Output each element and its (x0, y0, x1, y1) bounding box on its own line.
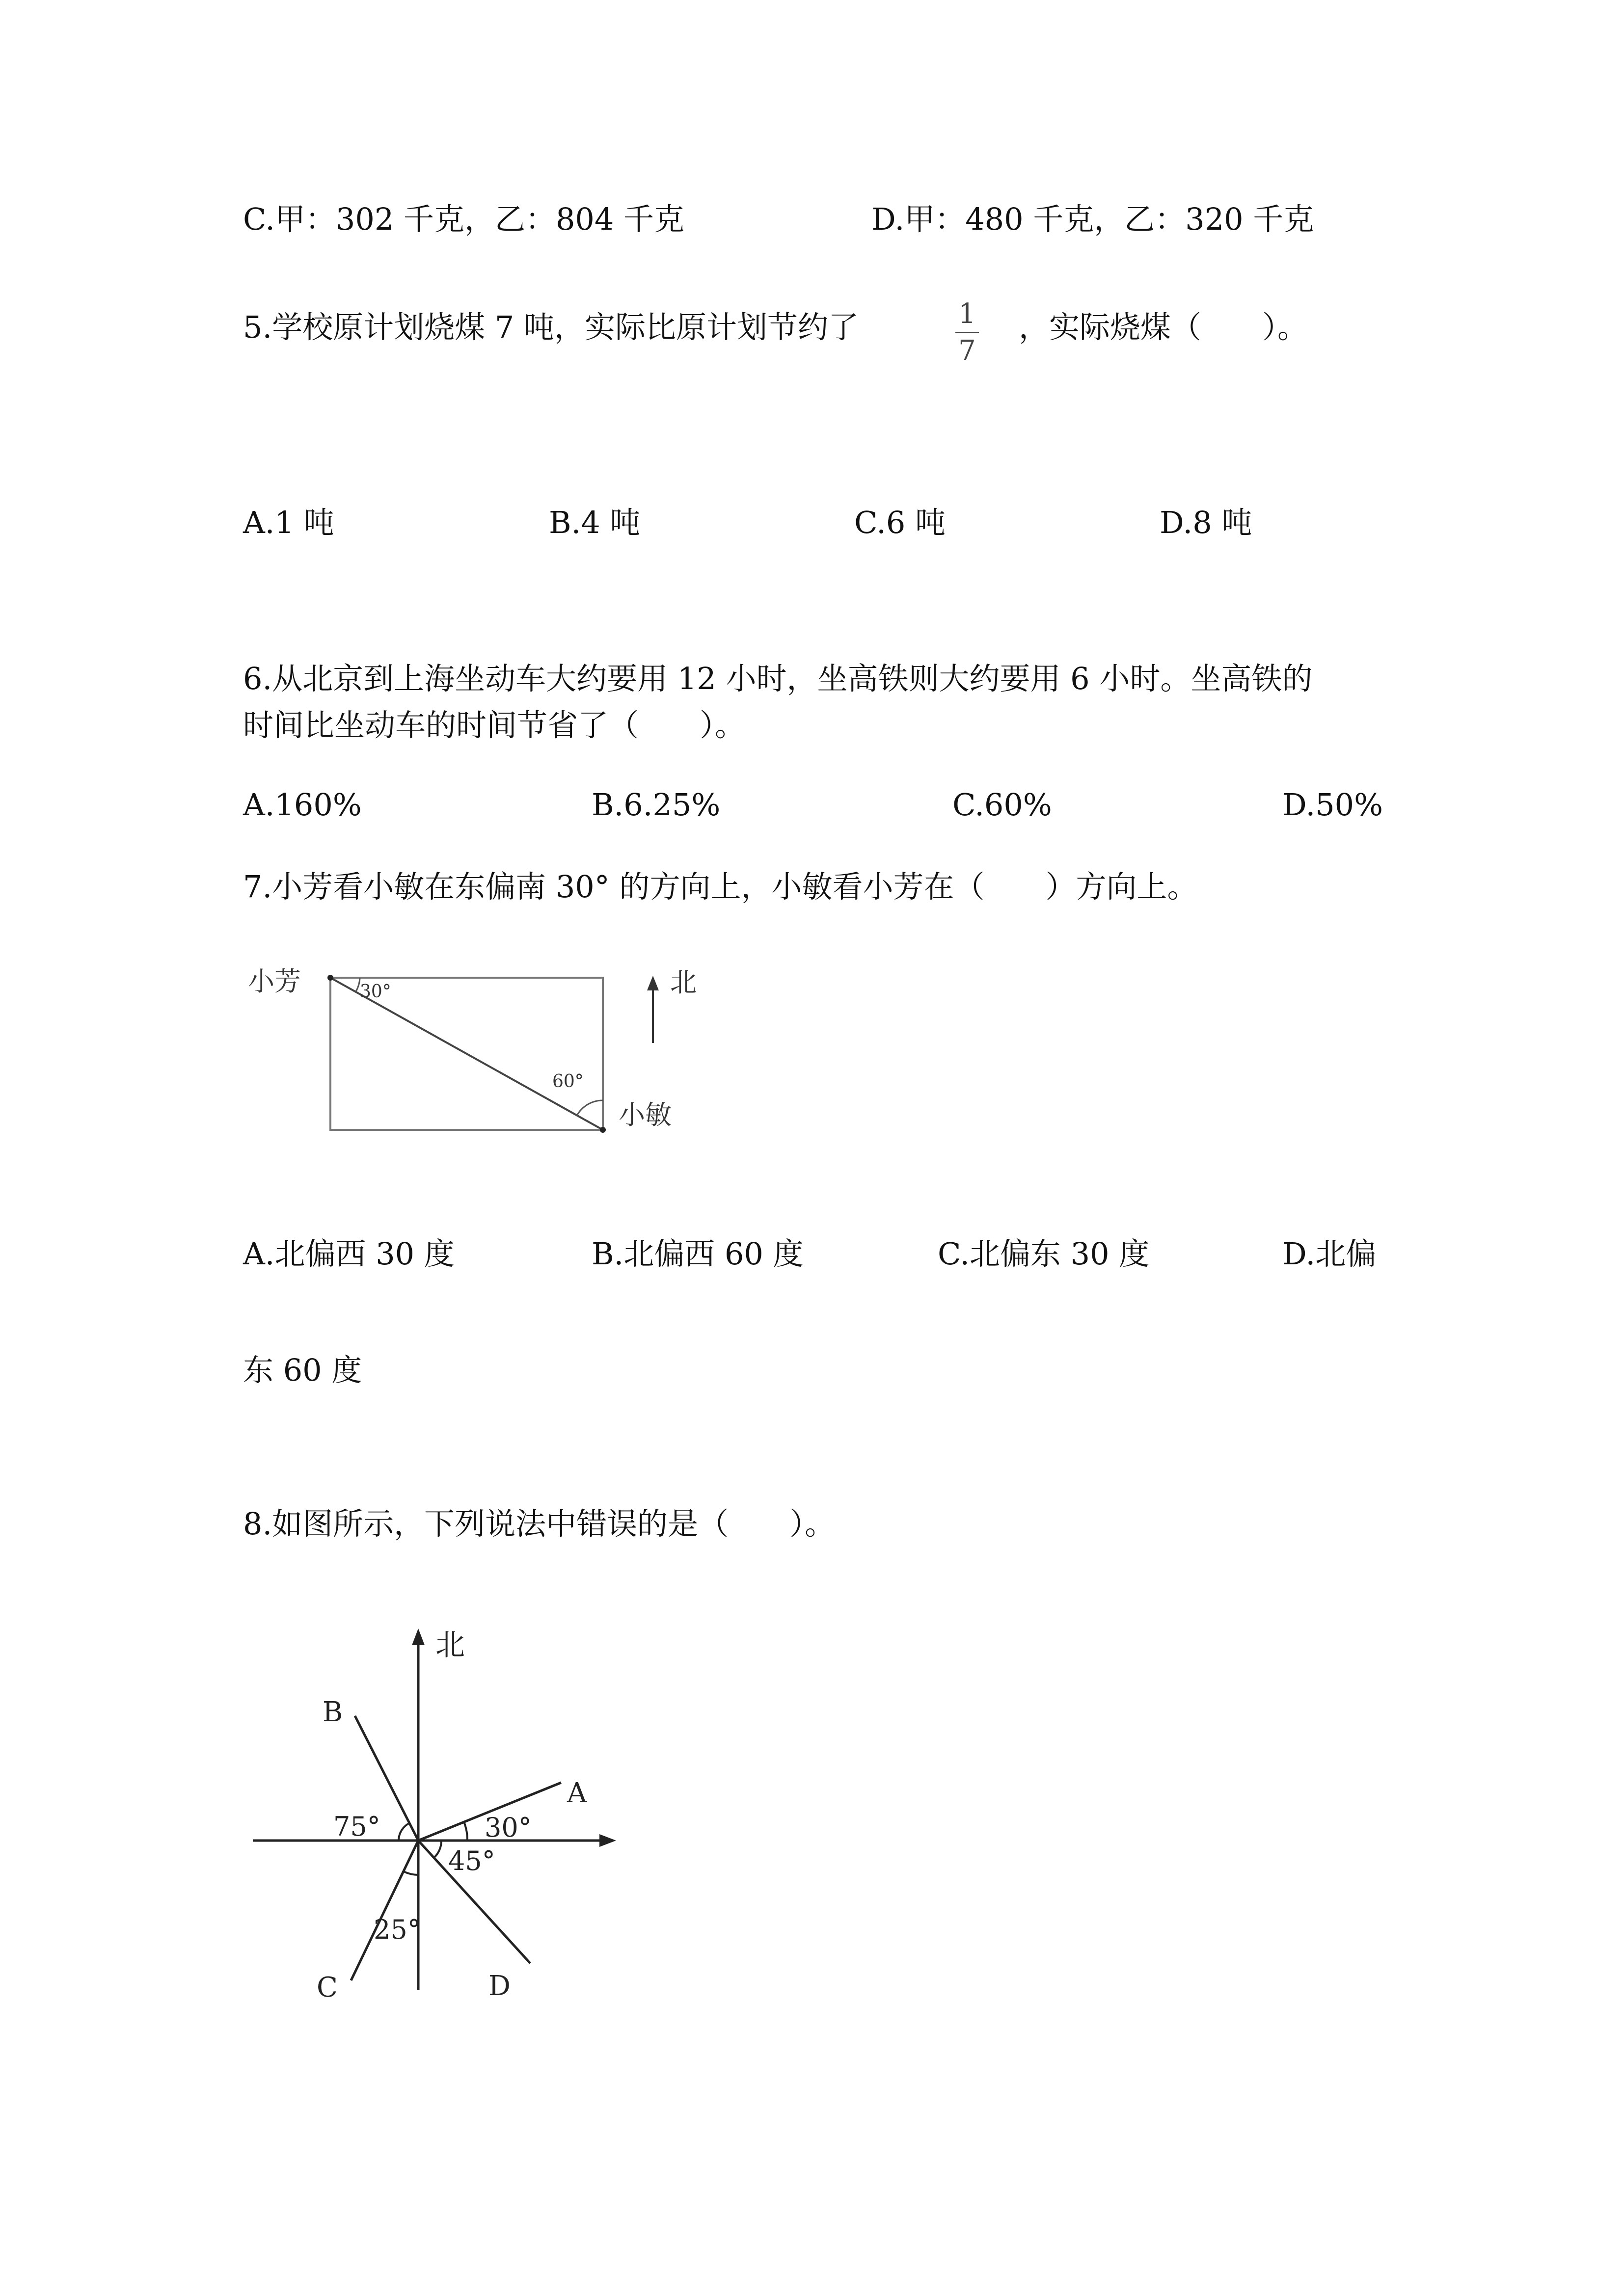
q8-angle-a-label: 30° (485, 1812, 532, 1843)
q6-stem-line2: 时间比坐动车的时间节省了（ ）。 (243, 707, 746, 743)
q8-angle-figure (243, 1620, 636, 2002)
q4-option-c: C.甲：302 千克，乙：804 千克 (243, 201, 685, 237)
q5-fraction-bar (955, 332, 979, 333)
q4-option-d: D.甲：480 千克，乙：320 千克 (871, 201, 1314, 237)
q6-option-c: C.60% (952, 787, 1052, 823)
q5-fraction-denominator: 7 (958, 335, 976, 367)
q6-option-d: D.50% (1282, 787, 1383, 823)
q7-point-xiaomin (600, 1127, 606, 1133)
q7-angle-arc-bottom (577, 1100, 603, 1116)
q8-north-arrow-icon (412, 1629, 425, 1645)
q7-angle-arc-top (356, 978, 360, 991)
q6-option-b: B.6.25% (592, 787, 721, 823)
q6-option-a: A.160% (243, 787, 362, 823)
q7-label-xiaofang: 小芳 (248, 966, 301, 997)
q5-option-d: D.8 吨 (1160, 505, 1252, 540)
q6-stem-line1: 6.从北京到上海坐动车大约要用 12 小时，坐高铁则大约要用 6 小时。坐高铁的 (243, 661, 1313, 696)
q8-angle-d-label: 45° (448, 1845, 495, 1876)
q7-angle-bottom-label: 60° (552, 1071, 584, 1092)
q7-angle-top-label: 30° (360, 982, 391, 1002)
q8-angle-b-label: 75° (333, 1811, 380, 1842)
q8-label-a: A (567, 1777, 587, 1809)
q8-angle-c-label: 25° (374, 1914, 421, 1945)
q7-stem: 7.小芳看小敏在东偏南 30° 的方向上，小敏看小芳在（ ）方向上。 (243, 869, 1198, 905)
q8-east-arrow-icon (599, 1834, 616, 1847)
q5-option-c: C.6 吨 (854, 505, 946, 540)
q7-point-xiaofang (327, 975, 333, 981)
q8-label-b: B (323, 1696, 343, 1728)
q8-label-north: 北 (435, 1628, 465, 1662)
q7-north-arrow-icon (647, 976, 659, 990)
q7-option-d-continuation: 东 60 度 (243, 1352, 362, 1388)
q7-direction-figure (243, 962, 724, 1158)
q7-label-xiaomin: 小敏 (619, 1099, 672, 1130)
q5-option-b: B.4 吨 (549, 505, 641, 540)
q8-angle-arc-d (434, 1841, 441, 1858)
q5-stem-part1: 5.学校原计划烧煤 7 吨，实际比原计划节约了 (243, 309, 859, 345)
q7-label-north: 北 (670, 967, 697, 998)
q8-angle-arc-a (464, 1822, 467, 1841)
q8-label-c: C (317, 1972, 338, 2002)
q7-option-b: B.北偏西 60 度 (592, 1236, 804, 1272)
q8-label-d: D (488, 1970, 511, 2002)
q8-ray-c (351, 1841, 418, 1980)
q5-fraction (952, 298, 982, 367)
q8-angle-arc-c (404, 1871, 418, 1875)
q7-option-d: D.北偏 (1282, 1236, 1377, 1272)
q5-option-a: A.1 吨 (243, 505, 334, 540)
q8-angle-arc-b (399, 1823, 410, 1841)
q8-stem: 8.如图所示，下列说法中错误的是（ ）。 (243, 1506, 836, 1542)
q5-stem-part2: ，实际烧煤（ ）。 (1019, 309, 1308, 345)
q7-option-c: C.北偏东 30 度 (938, 1236, 1150, 1272)
q7-option-a: A.北偏西 30 度 (243, 1236, 455, 1272)
q5-fraction-numerator: 1 (958, 298, 976, 330)
